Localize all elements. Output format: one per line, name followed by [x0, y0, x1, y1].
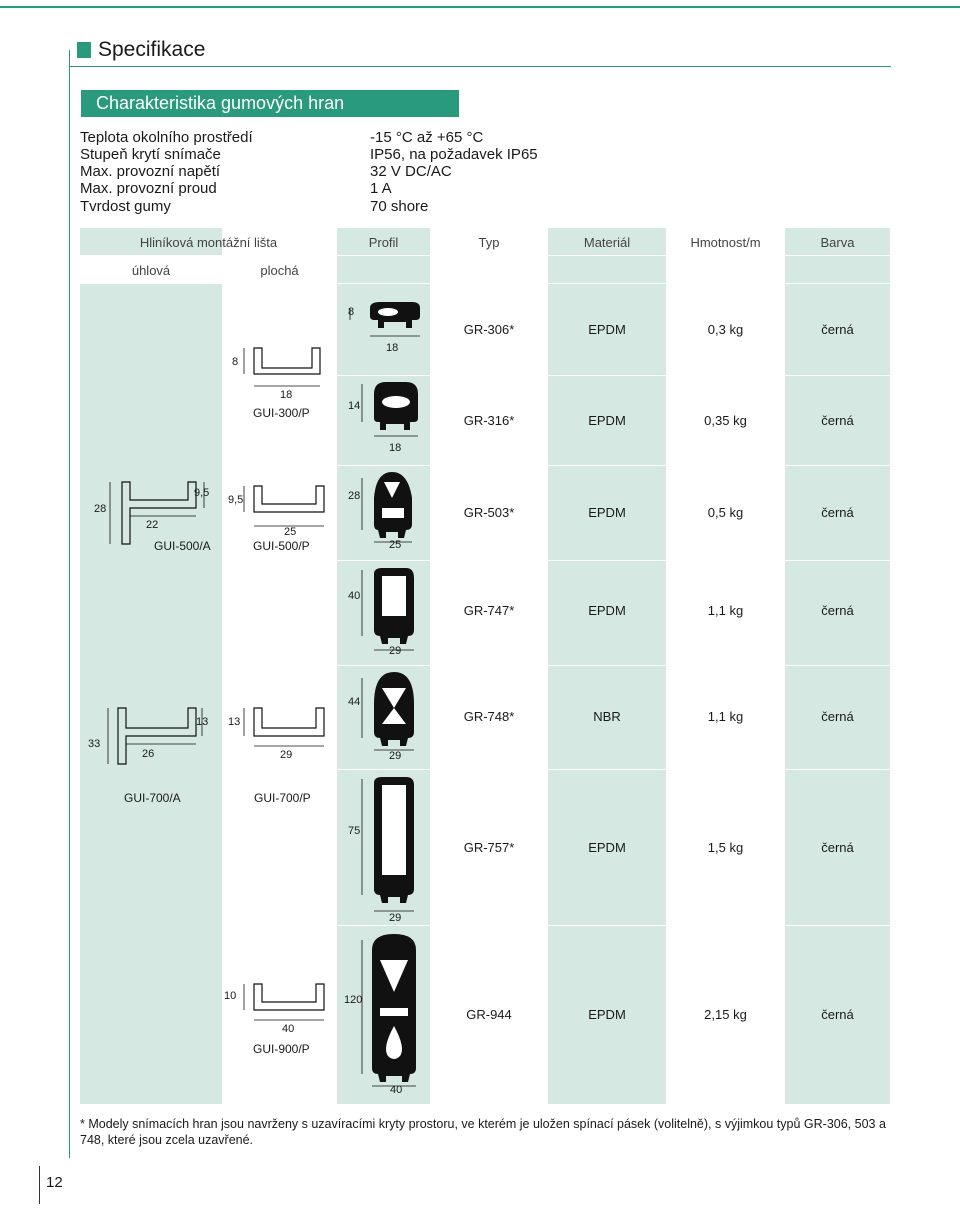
col-color	[785, 228, 890, 1105]
section-title: Charakteristika gumových hran	[81, 90, 459, 117]
dim-label: 8	[348, 306, 355, 318]
col-angled	[80, 228, 222, 1105]
row-type: GR-503*	[463, 505, 515, 520]
page-number: 12	[46, 1174, 63, 1191]
row-color: černá	[821, 603, 854, 618]
page-title: Specifikace	[98, 38, 206, 61]
header-material: Materiál	[583, 235, 631, 250]
product-table	[80, 228, 890, 1105]
dim-label: 75	[348, 825, 361, 837]
profile-gr944-drawing	[342, 930, 427, 1090]
row-type: GR-316*	[463, 413, 515, 428]
rail-name: GUI-700/A	[124, 791, 181, 805]
row-weight: 1,5 kg	[707, 840, 744, 855]
row-type: GR-747*	[463, 603, 515, 618]
row-color: černá	[821, 505, 854, 520]
col-weight	[666, 228, 785, 1105]
row-material: EPDM	[588, 1007, 626, 1022]
rail-name: GUI-300/P	[253, 406, 310, 420]
dim-label: 44	[348, 696, 361, 708]
row-material: EPDM	[588, 413, 626, 428]
col-material	[548, 228, 666, 1105]
dim-label: 26	[142, 748, 155, 760]
heading-rule	[69, 66, 891, 67]
header-color: Barva	[820, 235, 855, 250]
profile-gr757-drawing	[342, 773, 427, 923]
dim-label: 18	[389, 442, 402, 454]
row-weight: 2,15 kg	[704, 1007, 747, 1022]
dim-label: 13	[196, 716, 209, 728]
dim-label: 33	[88, 738, 101, 750]
dim-label: 22	[146, 519, 159, 531]
dim-label: 9,5	[194, 487, 210, 499]
footnote: * Modely snímacích hran jsou navrženy s uzavíracími kryty prostoru, ve kterém je uložen spínací pásek (volitelně), s výjimkou typů GR-306, 503 a 748, které jsou zcela uzavřené.	[80, 1117, 886, 1147]
row-material: NBR	[593, 709, 621, 724]
profile-gr748-drawing	[342, 668, 427, 763]
dim-label: 25	[389, 539, 402, 551]
header-rail: Hliníková montážní lišta	[139, 235, 278, 250]
header-profile: Profil	[368, 235, 399, 250]
row-color: černá	[821, 709, 854, 724]
rail-name: GUI-900/P	[253, 1042, 310, 1056]
dim-label: 13	[228, 716, 241, 728]
row-color: černá	[821, 413, 854, 428]
subheader-flat: plochá	[260, 263, 299, 278]
dim-label: 120	[344, 994, 363, 1006]
page-number-rule	[39, 1166, 40, 1204]
subheader-divider	[80, 283, 890, 284]
row-type: GR-748*	[463, 709, 515, 724]
dim-label: 25	[284, 526, 297, 538]
header-type: Typ	[478, 235, 500, 250]
row-weight: 0,35 kg	[704, 413, 747, 428]
dim-label: 28	[348, 490, 361, 502]
rail-name: GUI-500/P	[253, 539, 310, 553]
row-material: EPDM	[588, 322, 626, 337]
dim-label: 18	[280, 389, 293, 401]
left-margin-rule	[69, 50, 70, 1158]
row-material: EPDM	[588, 505, 626, 520]
rail-name: GUI-500/A	[154, 539, 211, 553]
dim-label: 40	[282, 1023, 295, 1035]
dim-label: 18	[386, 342, 399, 354]
rail-name: GUI-700/P	[254, 791, 311, 805]
dim-label: 28	[94, 503, 107, 515]
rail-gui700a-drawing	[100, 702, 215, 772]
row-type: GR-757*	[463, 840, 515, 855]
dim-label: 29	[389, 645, 402, 657]
dim-label: 9,5	[228, 494, 244, 506]
top-rule	[0, 6, 960, 8]
row-material: EPDM	[588, 840, 626, 855]
row-type: GR-306*	[463, 322, 515, 337]
dim-label: 40	[348, 590, 361, 602]
dim-label: 40	[390, 1084, 403, 1096]
row-color: černá	[821, 322, 854, 337]
row-type: GR-944	[466, 1007, 512, 1022]
profile-gr747-drawing	[342, 564, 427, 659]
dim-label: 10	[224, 990, 237, 1002]
row-weight: 0,3 kg	[707, 322, 744, 337]
row-weight: 1,1 kg	[707, 603, 744, 618]
profile-gr503-drawing	[342, 468, 427, 548]
profile-gr316-drawing	[342, 378, 427, 448]
dim-label: 14	[348, 400, 361, 412]
row-color: černá	[821, 840, 854, 855]
dim-label: 8	[232, 356, 239, 368]
col-type	[430, 228, 548, 1105]
dim-label: 29	[389, 912, 402, 924]
dim-label: 29	[389, 750, 402, 762]
profile-gr306-drawing	[342, 298, 427, 358]
subheader-angled: úhlová	[131, 263, 171, 278]
header-weight: Hmotnost/m	[690, 235, 761, 250]
row-weight: 1,1 kg	[707, 709, 744, 724]
row-material: EPDM	[588, 603, 626, 618]
dim-label: 29	[280, 749, 293, 761]
row-color: černá	[821, 1007, 854, 1022]
row-weight: 0,5 kg	[707, 505, 744, 520]
heading-marker	[77, 42, 91, 58]
